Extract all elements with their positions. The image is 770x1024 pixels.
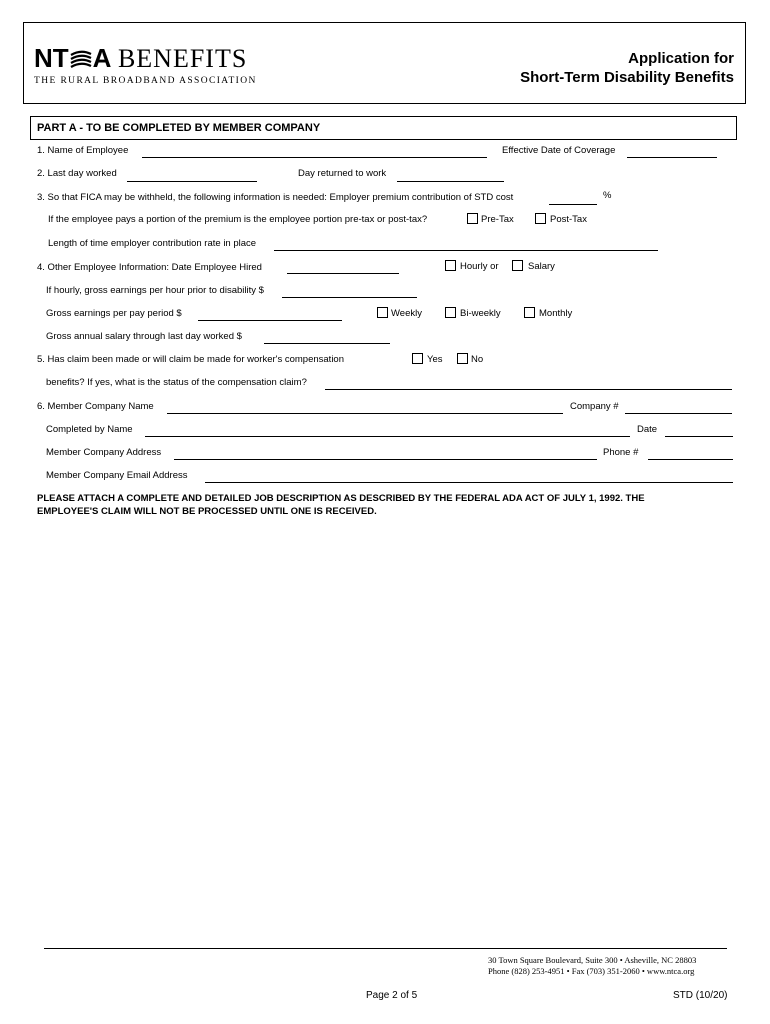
- day-returned-label: Day returned to work: [298, 168, 387, 179]
- company-email-label: Member Company Email Address: [46, 470, 188, 481]
- pretax-option-label: Pre-Tax: [481, 214, 514, 225]
- claim-status-field[interactable]: [325, 389, 732, 390]
- date-field[interactable]: [665, 436, 733, 437]
- weekly-checkbox[interactable]: [377, 307, 388, 318]
- phone-field[interactable]: [648, 459, 733, 460]
- yes-checkbox[interactable]: [412, 353, 423, 364]
- biweekly-option-label: Bi-weekly: [460, 308, 501, 319]
- salary-option-label: Salary: [528, 261, 555, 272]
- company-address-label: Member Company Address: [46, 447, 162, 458]
- yes-option-label: Yes: [427, 354, 443, 365]
- employee-name-label: 1. Name of Employee: [37, 145, 129, 156]
- phone-label: Phone #: [603, 447, 639, 458]
- swoosh-icon: [69, 48, 93, 70]
- company-address-field[interactable]: [174, 459, 597, 460]
- logo-nt: NT: [34, 43, 69, 73]
- no-option-label: No: [471, 354, 484, 365]
- logo-a: A: [92, 43, 112, 73]
- posttax-checkbox[interactable]: [535, 213, 546, 224]
- annual-salary-field[interactable]: [264, 343, 390, 344]
- footer-divider: [44, 948, 727, 949]
- percent-sign: %: [603, 190, 612, 201]
- claim-status-label: benefits? If yes, what is the status of the compensation claim?: [46, 377, 307, 388]
- hourly-earnings-label: If hourly, gross earnings per hour prior to disability $: [46, 285, 264, 296]
- date-hired-field[interactable]: [287, 273, 399, 274]
- footer-address-line-1: 30 Town Square Boulevard, Suite 300 • Asheville, NC 28803: [488, 955, 697, 965]
- hourly-earnings-field[interactable]: [282, 297, 417, 298]
- part-a-header: [30, 116, 737, 140]
- company-number-label: Company #: [570, 401, 619, 412]
- footer-address: [488, 955, 696, 977]
- ntca-benefits-logo: [34, 43, 274, 93]
- pretax-checkbox[interactable]: [467, 213, 478, 224]
- company-email-field[interactable]: [205, 482, 733, 483]
- footer-address-line-2: Phone (828) 253-4951 • Fax (703) 351-2060 • www.ntca.org: [488, 966, 695, 976]
- title-line-2: Short-Term Disability Benefits: [520, 69, 734, 86]
- gross-period-field[interactable]: [198, 320, 342, 321]
- date-label: Date: [637, 424, 658, 435]
- effective-date-label: Effective Date of Coverage: [502, 145, 616, 156]
- monthly-option-label: Monthly: [539, 308, 573, 319]
- company-name-field[interactable]: [167, 413, 563, 414]
- title-line-1: Application for: [628, 50, 734, 67]
- last-day-worked-field[interactable]: [127, 181, 257, 182]
- logo-benefits: BENEFITS: [117, 44, 248, 73]
- posttax-option-label: Post-Tax: [550, 214, 587, 225]
- contribution-length-field[interactable]: [274, 250, 658, 251]
- hourly-checkbox[interactable]: [445, 260, 456, 271]
- effective-date-field[interactable]: [627, 157, 717, 158]
- form-code: STD (10/20): [673, 990, 728, 1001]
- part-a-title: PART A - TO BE COMPLETED BY MEMBER COMPANY: [37, 122, 321, 134]
- logo-subtitle: THE RURAL BROADBAND ASSOCIATION: [34, 76, 257, 86]
- completed-by-field[interactable]: [145, 436, 630, 437]
- day-returned-field[interactable]: [397, 181, 504, 182]
- gross-period-label: Gross earnings per pay period $: [46, 308, 182, 319]
- company-name-label: 6. Member Company Name: [37, 401, 154, 412]
- salary-checkbox[interactable]: [512, 260, 523, 271]
- header-box: [23, 22, 746, 104]
- logo-wordmark: [34, 43, 247, 74]
- monthly-checkbox[interactable]: [524, 307, 535, 318]
- hourly-option-label: Hourly or: [460, 261, 499, 272]
- last-day-worked-label: 2. Last day worked: [37, 168, 117, 179]
- pretax-question-label: If the employee pays a portion of the premium is the employee portion pre-tax or post-tax?: [48, 214, 428, 225]
- weekly-option-label: Weekly: [391, 308, 422, 319]
- completed-by-label: Completed by Name: [46, 424, 133, 435]
- fica-label: 3. So that FICA may be withheld, the following information is needed: Employer premium contribution of STD cost: [37, 192, 514, 203]
- annual-salary-label: Gross annual salary through last day worked $: [46, 331, 242, 342]
- workers-comp-label: 5. Has claim been made or will claim be made for worker's compensation: [37, 354, 344, 365]
- company-number-field[interactable]: [625, 413, 732, 414]
- biweekly-checkbox[interactable]: [445, 307, 456, 318]
- employee-name-field[interactable]: [142, 157, 487, 158]
- date-hired-label: 4. Other Employee Information: Date Employee Hired: [37, 262, 262, 273]
- contribution-length-label: Length of time employer contribution rate in place: [48, 238, 257, 249]
- document-title: [520, 49, 734, 87]
- job-description-notice: PLEASE ATTACH A COMPLETE AND DETAILED JOB DESCRIPTION AS DESCRIBED BY THE FEDERAL ADA ACT OF JULY 1, 1992. THE EMPLOYEE'S CLAIM WILL NOT BE PROCESSED UNTIL ONE IS RECEIVED.: [37, 493, 645, 517]
- page-number: Page 2 of 5: [366, 990, 418, 1001]
- employer-contribution-field[interactable]: [549, 204, 597, 205]
- no-checkbox[interactable]: [457, 353, 468, 364]
